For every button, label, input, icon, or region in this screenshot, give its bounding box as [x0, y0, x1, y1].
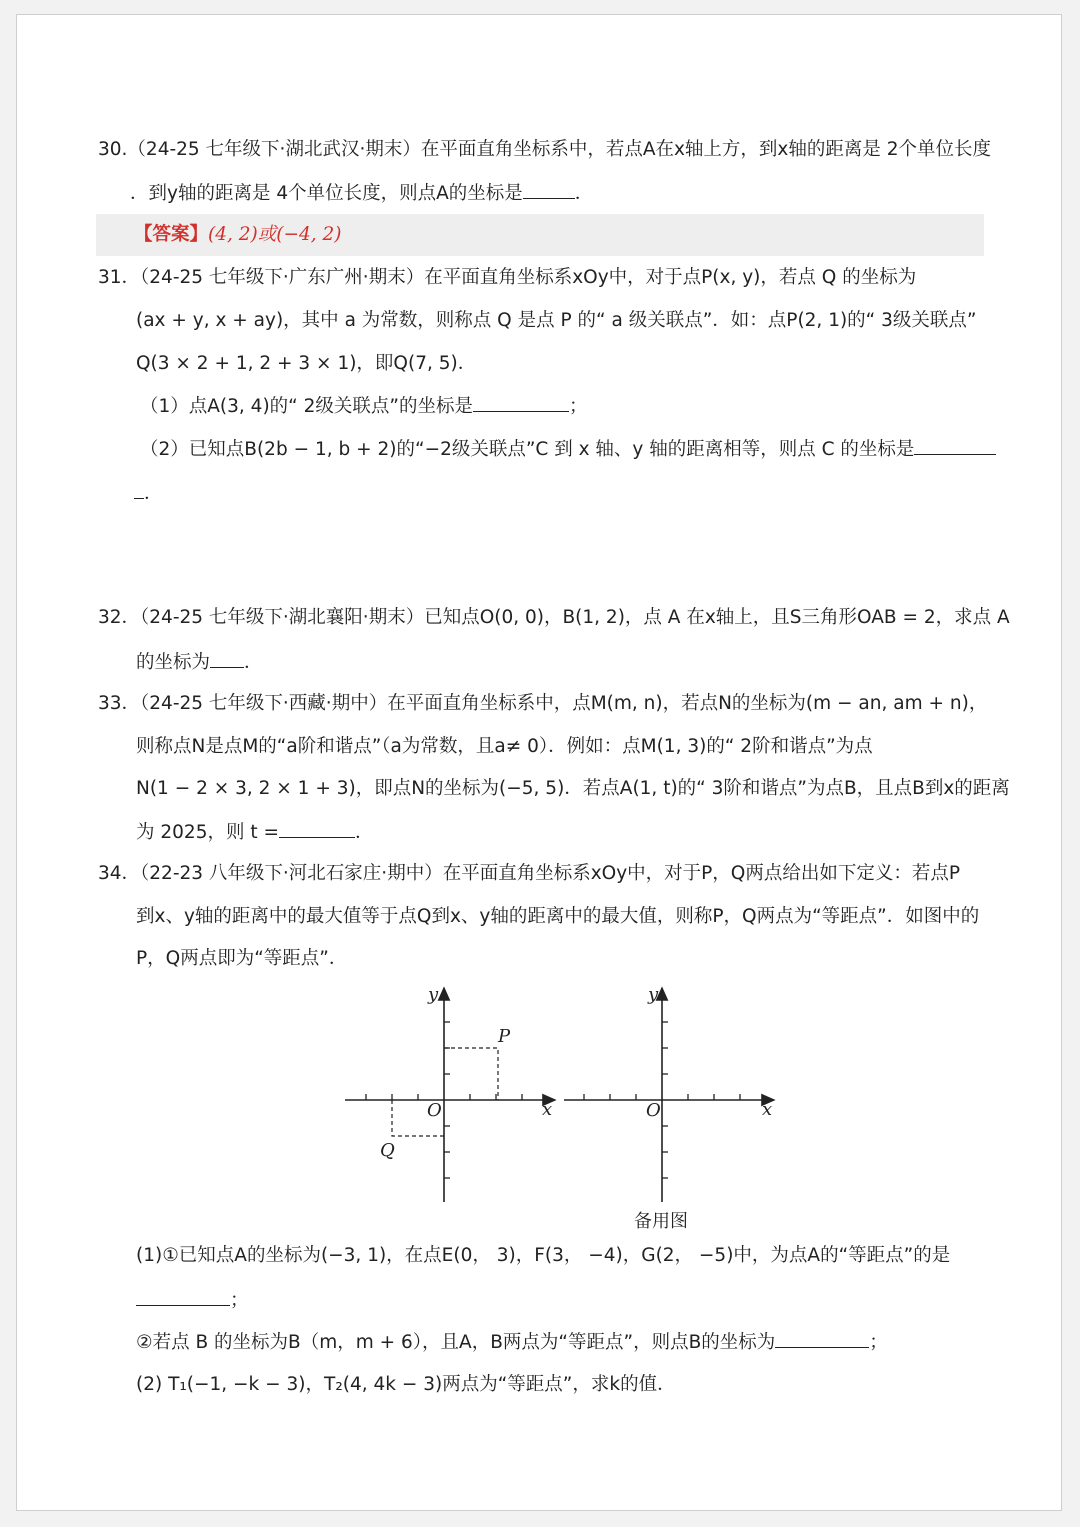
- q32-line2: 的坐标为 ．: [136, 649, 263, 676]
- p-projection-lines: [444, 1048, 498, 1100]
- q31-line1: 31．（24-25 七年级下·广东广州·期末）在平面直角坐标系xOy中，对于点P(x, y)，若点 Q 的坐标为: [98, 267, 917, 288]
- left-origin-label: O: [427, 1100, 442, 1121]
- q31-part2-end: ．: [134, 480, 163, 507]
- q34-sub1-blank[interactable]: [136, 1287, 230, 1306]
- q34-sub1-blank-line: ；: [136, 1287, 249, 1314]
- q31-part1: （1）点A(3, 4)的“ 2级关联点”的坐标是 ；: [140, 393, 588, 420]
- q34-sub2: ②若点 B 的坐标为B（m，m + 6），且A，B两点为“等距点”，则点B的坐标为 ；: [136, 1329, 888, 1356]
- figure-left: [345, 984, 555, 1202]
- q31-line3: Q(3 × 2 + 1, 2 + 3 × 1)，即Q(7, 5)．: [136, 353, 477, 374]
- answer-label: 【答案】: [134, 224, 209, 245]
- q34-part2: (2) T₁(−1, −k − 3)，T₂(4, 4k − 3)两点为“等距点”，求k的值．: [136, 1374, 676, 1395]
- q34-line3: P，Q两点即为“等距点”．: [136, 948, 348, 969]
- figure-right: [564, 984, 774, 1202]
- right-origin-label: O: [646, 1100, 661, 1121]
- q33-line1: 33．（24-25 七年级下·西藏·期中）在平面直角坐标系中，点M(m, n)，若点N的坐标为(m − an, am + n)，: [98, 693, 988, 714]
- q33-line4: 为 2025，则 t = ．: [136, 819, 374, 846]
- q34-sub2-blank[interactable]: [775, 1329, 869, 1348]
- q33-line3: N(1 − 2 × 3, 2 × 1 + 3)，即点N的坐标为(−5, 5)．若点A(1, t)的“ 3阶和谐点”为点B，且点B到x的距离: [136, 778, 1010, 799]
- q34-sub1: (1)①已知点A的坐标为(−3, 1)，在点E(0， 3)，F(3， −4)，G(2， −5)中，为点A的“等距点”的是: [136, 1245, 951, 1266]
- q30-line2: ．到y轴的距离是 4个单位长度，则点A的坐标是 ．: [130, 180, 593, 207]
- q32-line1: 32．（24-25 七年级下·湖北襄阳·期末）已知点O(0, 0)，B(1, 2)，点 A 在x轴上，且S三角形OAB = 2，求点 A: [98, 607, 1010, 628]
- point-q-label: Q: [380, 1140, 395, 1161]
- point-p-label: P: [498, 1026, 511, 1047]
- right-y-label: y: [648, 984, 659, 1005]
- left-x-label: x: [542, 1099, 553, 1120]
- answer-value: (4, 2)或(−4, 2): [208, 224, 342, 245]
- figure-caption: 备用图: [634, 1211, 688, 1232]
- q30-line1: 30.（24-25 七年级下·湖北武汉·期末）在平面直角坐标系中，若点A在x轴上方，到x轴的距离是 2个单位长度: [98, 139, 992, 160]
- q33-line2: 则称点N是点M的“a阶和谐点”（a为常数，且a≠ 0）．例如：点M(1, 3)的“ 2阶和谐点”为点: [136, 736, 873, 757]
- q34-line2: 到x、y轴的距离中的最大值等于点Q到x、y轴的距离中的最大值，则称P，Q两点为“等距点”．如图中的: [136, 906, 980, 927]
- left-y-label: y: [428, 984, 439, 1005]
- q31-part2: （2）已知点B(2b − 1, b + 2)的“−2级关联点”C 到 x 轴、y 轴的距离相等，则点 C 的坐标是: [140, 436, 996, 463]
- right-x-label: x: [762, 1099, 773, 1120]
- q34-line1: 34．（22-23 八年级下·河北石家庄·期中）在平面直角坐标系xOy中，对于P，Q两点给出如下定义：若点P: [98, 863, 961, 884]
- q31-line2: (ax + y, x + ay)，其中 a 为常数，则称点 Q 是点 P 的“ a 级关联点”．如：点P(2, 1)的“ 3级关联点”: [136, 310, 977, 331]
